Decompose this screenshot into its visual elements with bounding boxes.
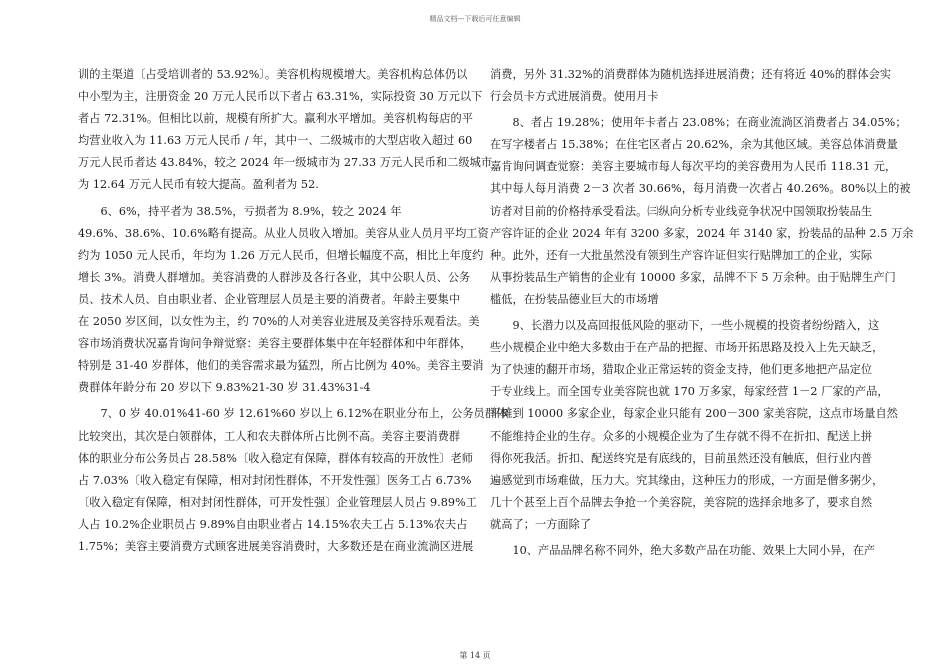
text-line: 为了快速的翻开市场，猎取企业正常运转的资金支持，他们更多地把产品定位: [490, 363, 873, 377]
text-line: 些小规模企业中绝大多数由于在产品的把握、市场开拓思路及投入上先天缺乏，: [490, 341, 884, 355]
text-line: 得你死我活。折扣、配送终究是有底线的，目前虽然还没有触底，但行业内普: [490, 451, 873, 465]
text-line: 嘉肯询问调查觉察：美容主要城市每人每次平均的美容费用为人民币 118.31 元，: [490, 160, 897, 174]
text-line: 49.6%、38.6%、10.6%略有提高。从业人员收入增加。美容从业人员月平均工资: [78, 226, 489, 240]
text-line: 约为 1050 元人民币，年均为 1.26 万元人民币，但增长幅度不高，相比上年度约: [78, 248, 484, 262]
paragraph: [490, 64, 892, 108]
text-line: 费群体年龄分布 20 岁以下 9.83%21-30 岁 31.43%31-4: [78, 381, 371, 395]
paragraph: [78, 64, 493, 197]
left-text-column: [78, 64, 508, 562]
text-line: 中小型为主，注册资金 20 万元人民币以下者占 63.31%，实际投资 30 万元以下: [78, 90, 483, 104]
text-line: 行会员卡方式进展消费。使用月卡: [490, 90, 659, 104]
page-number: 第 14 页: [459, 651, 491, 660]
text-line: 8、者占 19.28%；使用年卡者占 23.08%；在商业流淌区消费者占 34.05%；: [490, 116, 907, 130]
text-line: 平摊到 10000 多家企业，每家企业只能有 200－300 家美容院，这点市场量自然: [490, 407, 898, 421]
paragraph: [490, 540, 876, 562]
text-line: 万元人民币者达 43.84%，较之 2024 年一级城市为 27.33 万元人民币和二级城市: [78, 156, 493, 170]
text-line: 就高了；一方面除了: [490, 517, 592, 531]
paragraph: [78, 201, 489, 400]
text-line: 占 7.03%〔收入稳定有保障，相对封闭性群体，不开发性强〕医务工占 6.73%: [78, 473, 472, 487]
text-line: 几十个甚至上百个品牌去争抢一个美容院，美容院的选择余地多了，要求自然: [490, 495, 873, 509]
paragraph: [490, 315, 898, 536]
page-header: 精品文档---下载后可任意编辑: [429, 15, 521, 23]
text-line: 均营业收入为 11.63 万元人民币 / 年，其中一、二级城市的大型店收入超过 60: [78, 134, 473, 148]
text-line: 9、长潜力以及高回报低风险的驱动下，一些小规模的投资者纷纷踏入，这: [490, 319, 880, 333]
paragraph: [78, 403, 508, 558]
paragraph: [490, 112, 914, 311]
text-line: 在 2050 岁区间，以女性为主，约 70%的人对美容业进展及美容持乐观看法。美: [78, 315, 480, 329]
text-line: 增长 3%。消费人群增加。美容消费的人群涉及各行各业，其中公职人员、公务: [78, 270, 471, 284]
text-line: 访者对目前的价格持承受看法。㈢纵向分析专业线竞争状况中国领取扮装品生: [490, 204, 873, 218]
text-line: 产容许证的企业 2024 年有 3200 多家，2024 年 3140 家，扮装品的品种 2.5 万余: [490, 226, 914, 240]
text-line: 人占 10.2%企业职员占 9.89%自由职业者占 14.15%农夫工占 5.13%农夫占: [78, 517, 468, 531]
right-text-column: [490, 64, 914, 566]
text-line: 从事扮装品生产销售的企业有 10000 多家，品牌不下 5 万余种。由于贴牌生产门: [490, 270, 896, 284]
text-line: 在写字楼者占 15.38%；在住宅区者占 20.62%，余为其他区域。美容总体消费量: [490, 138, 898, 152]
text-line: 种。此外，还有一大批虽然没有领到生产容许证但实行贴牌加工的企业，实际: [490, 248, 873, 262]
text-line: 为 12.64 万元人民币有较大提高。盈利者为 52.: [78, 178, 319, 192]
text-line: 容市场消费状况嘉肯询问争辩觉察：美容主要群体集中在年轻群体和中年群体，: [78, 337, 472, 351]
text-line: 训的主渠道〔占受培训者的 53.92%〕。美容机构规模增大。美容机构总体仍以: [78, 68, 468, 81]
text-line: 于专业线上。而全国专业美容院也就 170 万多家，每家经营 1－2 厂家的产品，: [490, 385, 889, 399]
text-line: 其中每人每月消费 2－3 次者 30.66%，每月消费一次者占 40.26%。80%以上的被: [490, 182, 911, 196]
text-line: 体的职业分布公务员占 28.58%〔收入稳定有保障，群体有较高的开放性〕老师: [78, 451, 473, 465]
text-line: 员、技术人员、自由职业者、企业管理层人员是主要的消费者。年龄主要集中: [78, 292, 461, 306]
text-line: 7、0 岁 40.01%41-60 岁 12.61%60 岁以上 6.12%在职业分布上，公务员群体: [78, 407, 508, 421]
text-line: 10、产品品牌名称不同外，绝大多数产品在功能、效果上大同小异，在产: [490, 543, 876, 557]
text-line: 〔收入稳定有保障，相对封闭性群体，可开发性强〕企业管理层人员占 9.89%工: [78, 495, 477, 509]
text-line: 比较突出，其次是白领群体，工人和农夫群体所占比例不高。美容主要消费群: [78, 429, 461, 443]
text-line: 槛低，在扮装品德业巨大的市场增: [490, 292, 659, 306]
text-line: 遍感觉到市场难做，压力大。究其缘由，这种压力的形成，一方面是僧多粥少，: [490, 473, 884, 487]
text-line: 不能维持企业的生存。众多的小规模企业为了生存就不得不在折扣、配送上拼: [490, 429, 873, 443]
text-line: 者占 72.31%。但相比以前，规模有所扩大。赢利水平增加。美容机构每店的平: [78, 112, 473, 126]
text-line: 6、6%，持平者为 38.5%，亏损者为 8.9%，较之 2024 年: [78, 204, 402, 218]
text-line: 消费，另外 31.32%的消费群体为随机选择进展消费；还有将近 40%的群体会实: [490, 68, 892, 81]
text-line: 特别是 31-40 岁群体，他们的美容需求最为猛烈，所占比例为 40%。美容主要消: [78, 359, 484, 373]
text-line: 1.75%；美容主要消费方式顾客进展美容消费时，大多数还是在商业流淌区进展: [78, 539, 474, 553]
